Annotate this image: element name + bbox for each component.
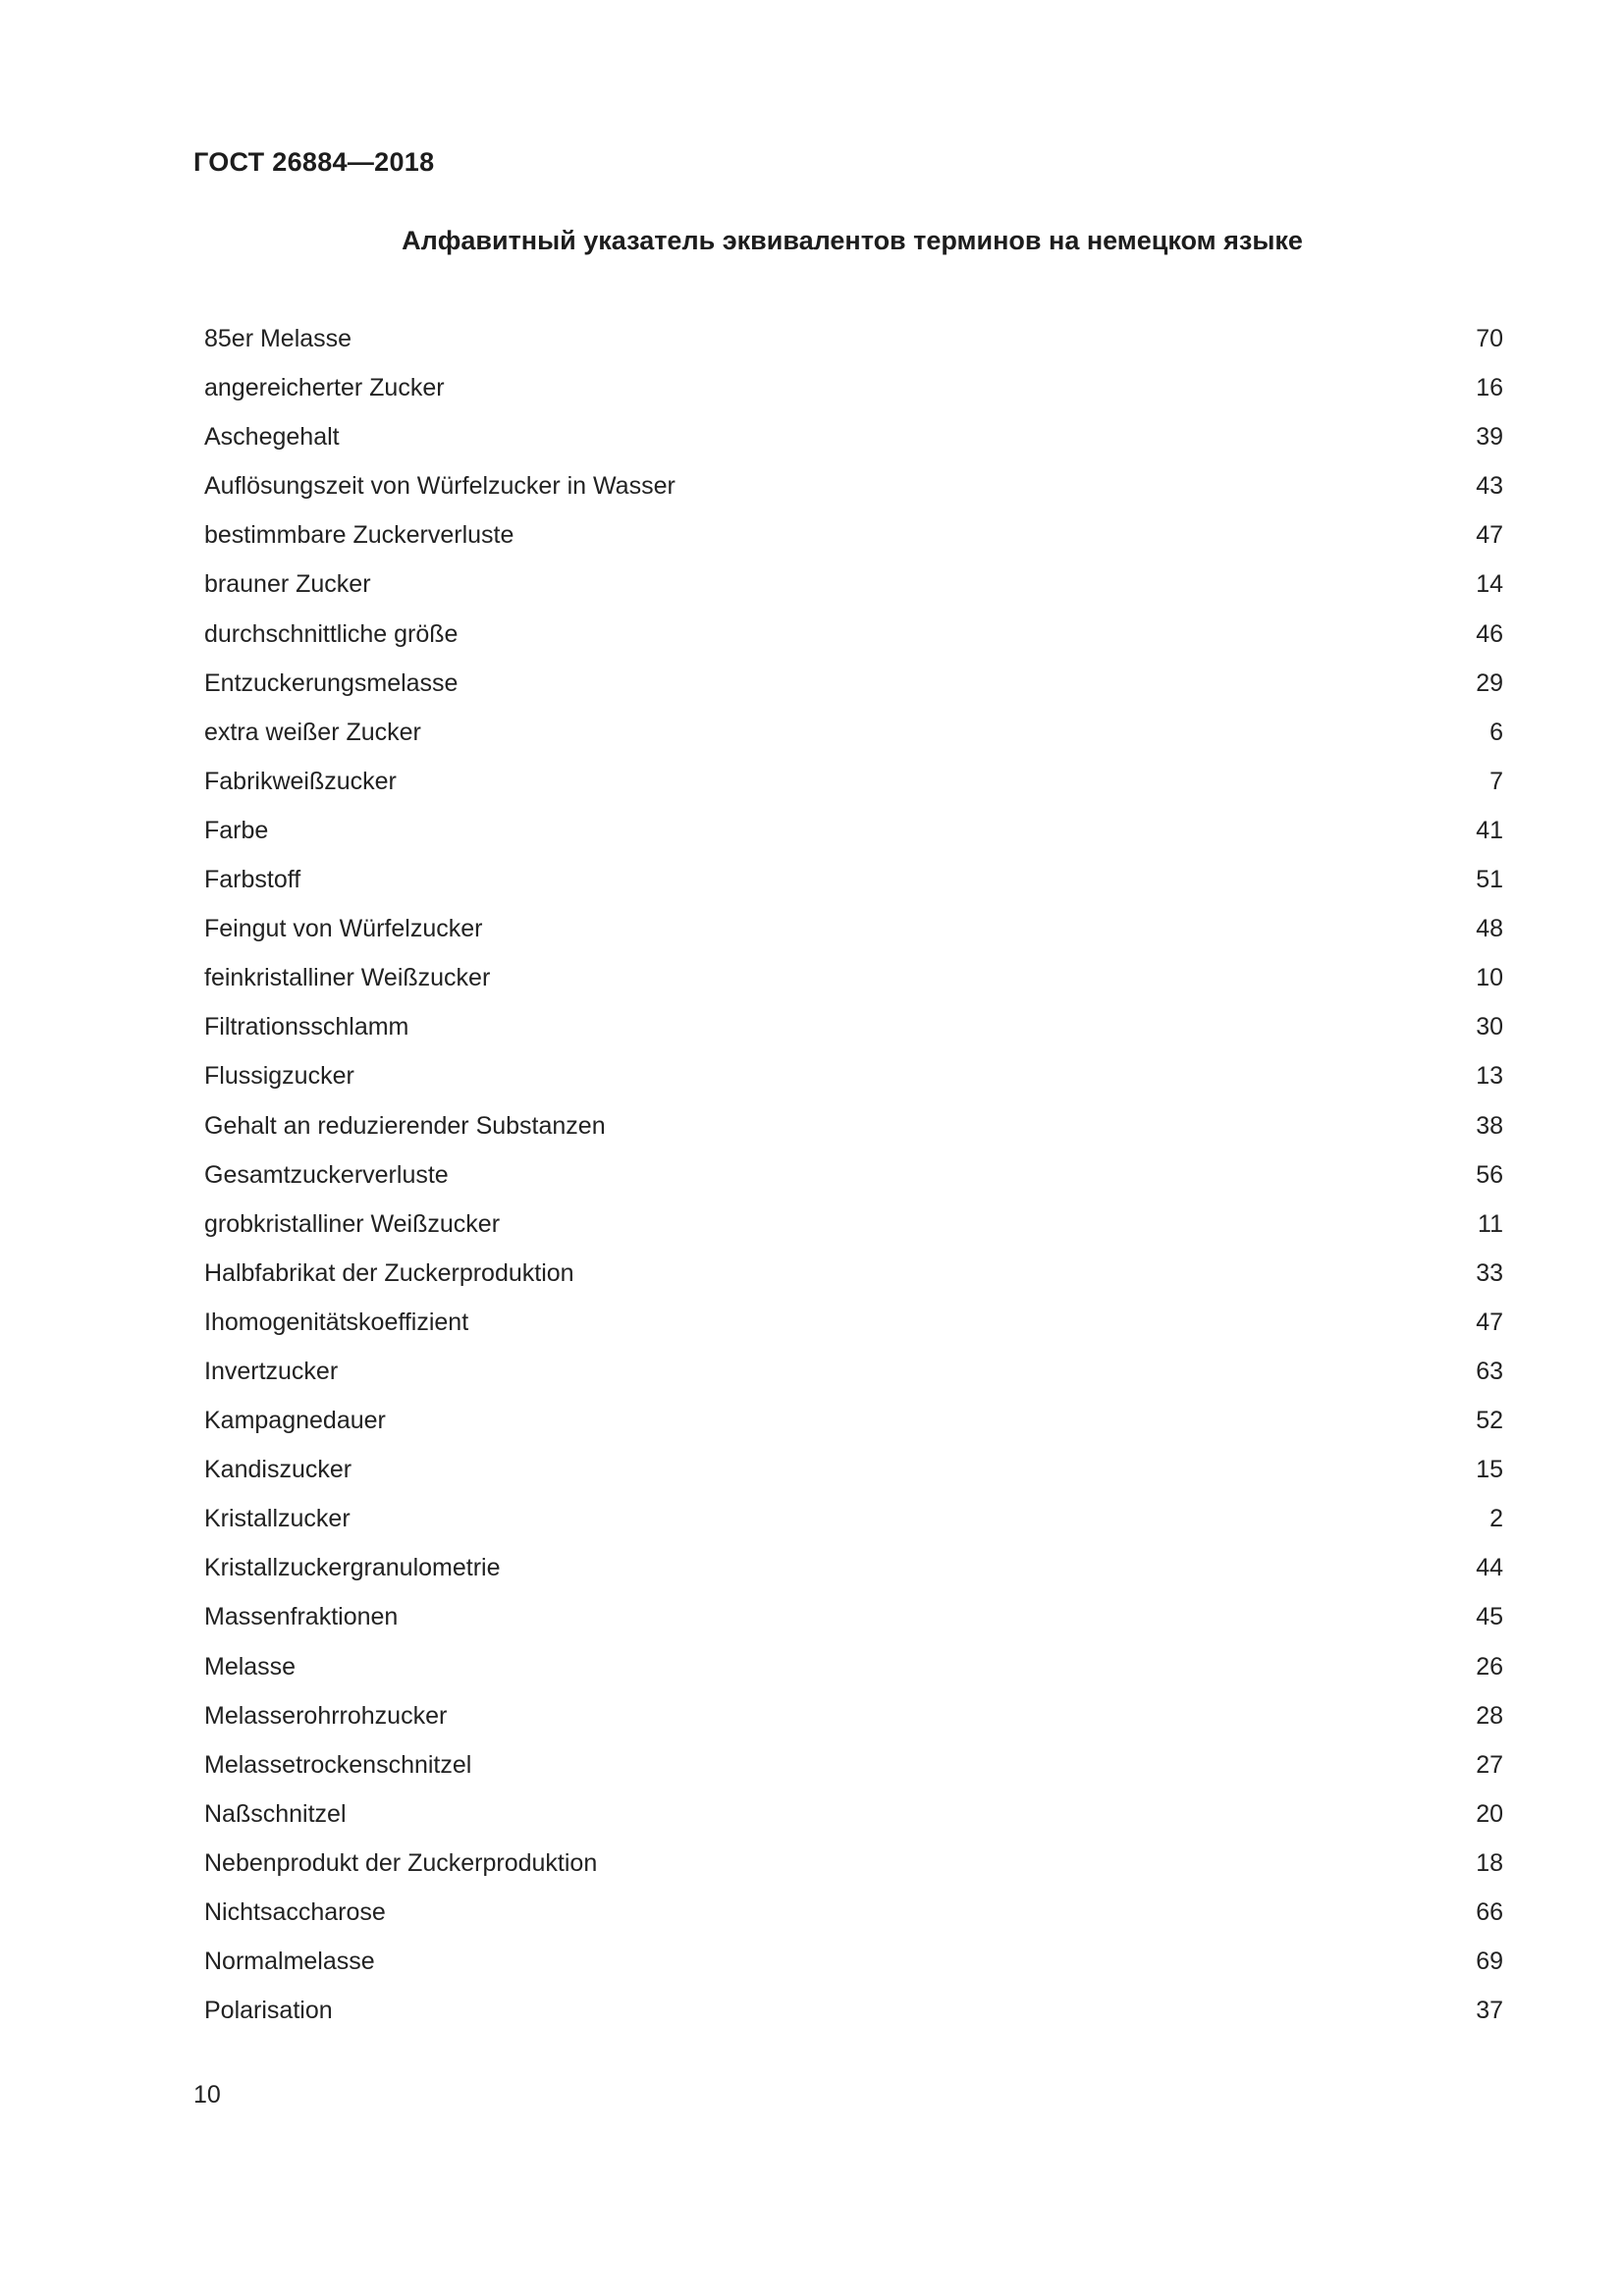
index-term: grobkristalliner Weißzucker <box>204 1209 501 1238</box>
index-term-number: 16 <box>1476 374 1503 402</box>
index-entry <box>204 1407 1503 1456</box>
index-entry <box>204 1603 1503 1652</box>
index-entry <box>204 570 1503 619</box>
index-entry <box>204 964 1503 1013</box>
index-term: Farbe <box>204 816 269 844</box>
index-term: Flussigzucker <box>204 1062 354 1091</box>
index-term-number: 18 <box>1476 1848 1503 1877</box>
index-term-number: 13 <box>1476 1062 1503 1091</box>
index-entry <box>204 325 1503 374</box>
index-term-number: 33 <box>1476 1258 1503 1287</box>
index-term: Gesamtzuckerverluste <box>204 1160 449 1189</box>
index-entry <box>204 1456 1503 1505</box>
index-entry <box>204 1062 1503 1111</box>
index-entry <box>204 1898 1503 1948</box>
index-term-number: 47 <box>1476 521 1503 550</box>
index-entry <box>204 1112 1503 1161</box>
index-term-number: 11 <box>1478 1209 1503 1238</box>
index-term: Farbstoff <box>204 866 301 894</box>
index-title: Алфавитный указатель эквивалентов терминов на немецком языке <box>402 226 1303 255</box>
index-entry <box>204 620 1503 669</box>
index-entry <box>204 866 1503 915</box>
index-entry <box>204 1210 1503 1259</box>
index-term-number: 10 <box>1476 964 1503 992</box>
index-term: Gehalt an reduzierender Substanzen <box>204 1111 606 1140</box>
index-term: Halbfabrikat der Zuckerproduktion <box>204 1258 574 1287</box>
index-term-number: 43 <box>1476 472 1503 501</box>
index-term-number: 7 <box>1489 767 1503 795</box>
index-entry <box>204 1997 1503 2046</box>
index-entry <box>204 1751 1503 1800</box>
index-term: Kampagnedauer <box>204 1407 386 1435</box>
index-term: Feingut von Würfelzucker <box>204 915 483 943</box>
index-term-number: 45 <box>1476 1603 1503 1631</box>
index-term: Kristallzuckergranulometrie <box>204 1554 501 1582</box>
index-entry <box>204 669 1503 719</box>
index-term: durchschnittliche größe <box>204 619 459 648</box>
index-entry <box>204 1358 1503 1407</box>
index-entry <box>204 472 1503 521</box>
index-term: Filtrationsschlamm <box>204 1013 409 1041</box>
index-entry <box>204 423 1503 472</box>
index-term: Nichtsaccharose <box>204 1898 386 1926</box>
index-term-number: 70 <box>1476 325 1503 352</box>
index-term: Melasserohrrohzucker <box>204 1701 448 1730</box>
index-term: Naßschnitzel <box>204 1799 347 1828</box>
index-term-number: 30 <box>1476 1013 1503 1041</box>
index-term-number: 14 <box>1476 570 1503 599</box>
index-entry <box>204 1800 1503 1849</box>
index-term-number: 6 <box>1489 718 1503 746</box>
index-term-number: 27 <box>1476 1750 1503 1779</box>
index-term: bestimmbare Zuckerverluste <box>204 521 514 550</box>
index-term: Entzuckerungsmelasse <box>204 668 459 697</box>
index-term-number: 38 <box>1476 1111 1503 1140</box>
term-index-list <box>204 325 1503 2046</box>
index-entry <box>204 1013 1503 1062</box>
index-entry <box>204 1259 1503 1308</box>
index-term-number: 51 <box>1476 866 1503 894</box>
index-term: feinkristalliner Weißzucker <box>204 964 491 992</box>
index-term-number: 26 <box>1476 1652 1503 1681</box>
index-entry <box>204 1308 1503 1358</box>
index-entry <box>204 719 1503 768</box>
index-term: angereicherter Zucker <box>204 374 445 402</box>
index-term-number: 15 <box>1476 1456 1503 1484</box>
index-term: brauner Zucker <box>204 570 371 599</box>
index-term: 85er Melasse <box>204 325 352 352</box>
index-entry <box>204 1554 1503 1603</box>
index-entry <box>204 768 1503 817</box>
index-entry <box>204 1702 1503 1751</box>
index-term-number: 20 <box>1476 1799 1503 1828</box>
index-term-number: 29 <box>1476 668 1503 697</box>
index-term: Auflösungszeit von Würfelzucker in Wasser <box>204 472 676 501</box>
index-term-number: 44 <box>1476 1554 1503 1582</box>
index-entry <box>204 521 1503 570</box>
index-term-number: 28 <box>1476 1701 1503 1730</box>
index-term: Kristallzucker <box>204 1505 351 1533</box>
index-entry <box>204 374 1503 423</box>
index-term-number: 39 <box>1476 423 1503 452</box>
index-term-number: 41 <box>1476 816 1503 844</box>
index-term: Normalmelasse <box>204 1948 375 1976</box>
index-term: Polarisation <box>204 1997 333 2025</box>
index-term: Nebenprodukt der Zuckerproduktion <box>204 1848 598 1877</box>
index-term-number: 69 <box>1476 1948 1503 1976</box>
index-term: Ihomogenitätskoeffizient <box>204 1308 469 1336</box>
index-entry <box>204 1948 1503 1997</box>
page-number: 10 <box>193 2081 221 2109</box>
index-entry <box>204 817 1503 866</box>
index-entry <box>204 1849 1503 1898</box>
index-entry <box>204 1161 1503 1210</box>
index-term: extra weißer Zucker <box>204 718 421 746</box>
index-term: Kandiszucker <box>204 1456 352 1484</box>
index-term: Melasse <box>204 1652 297 1681</box>
index-term-number: 46 <box>1476 619 1503 648</box>
index-term-number: 47 <box>1476 1308 1503 1336</box>
index-term: Invertzucker <box>204 1357 339 1385</box>
index-term-number: 66 <box>1476 1898 1503 1926</box>
index-entry <box>204 1505 1503 1554</box>
index-term: Fabrikweißzucker <box>204 767 397 795</box>
index-term-number: 52 <box>1476 1407 1503 1435</box>
index-term-number: 48 <box>1476 915 1503 943</box>
index-term-number: 2 <box>1489 1505 1503 1533</box>
index-entry <box>204 1653 1503 1702</box>
index-term-number: 63 <box>1476 1357 1503 1385</box>
index-entry <box>204 915 1503 964</box>
document-header: ГОСТ 26884—2018 <box>193 147 435 177</box>
index-term: Aschegehalt <box>204 423 340 452</box>
index-term-number: 37 <box>1476 1997 1503 2025</box>
index-term: Massenfraktionen <box>204 1603 399 1631</box>
index-term: Melassetrockenschnitzel <box>204 1750 472 1779</box>
index-term-number: 56 <box>1476 1160 1503 1189</box>
